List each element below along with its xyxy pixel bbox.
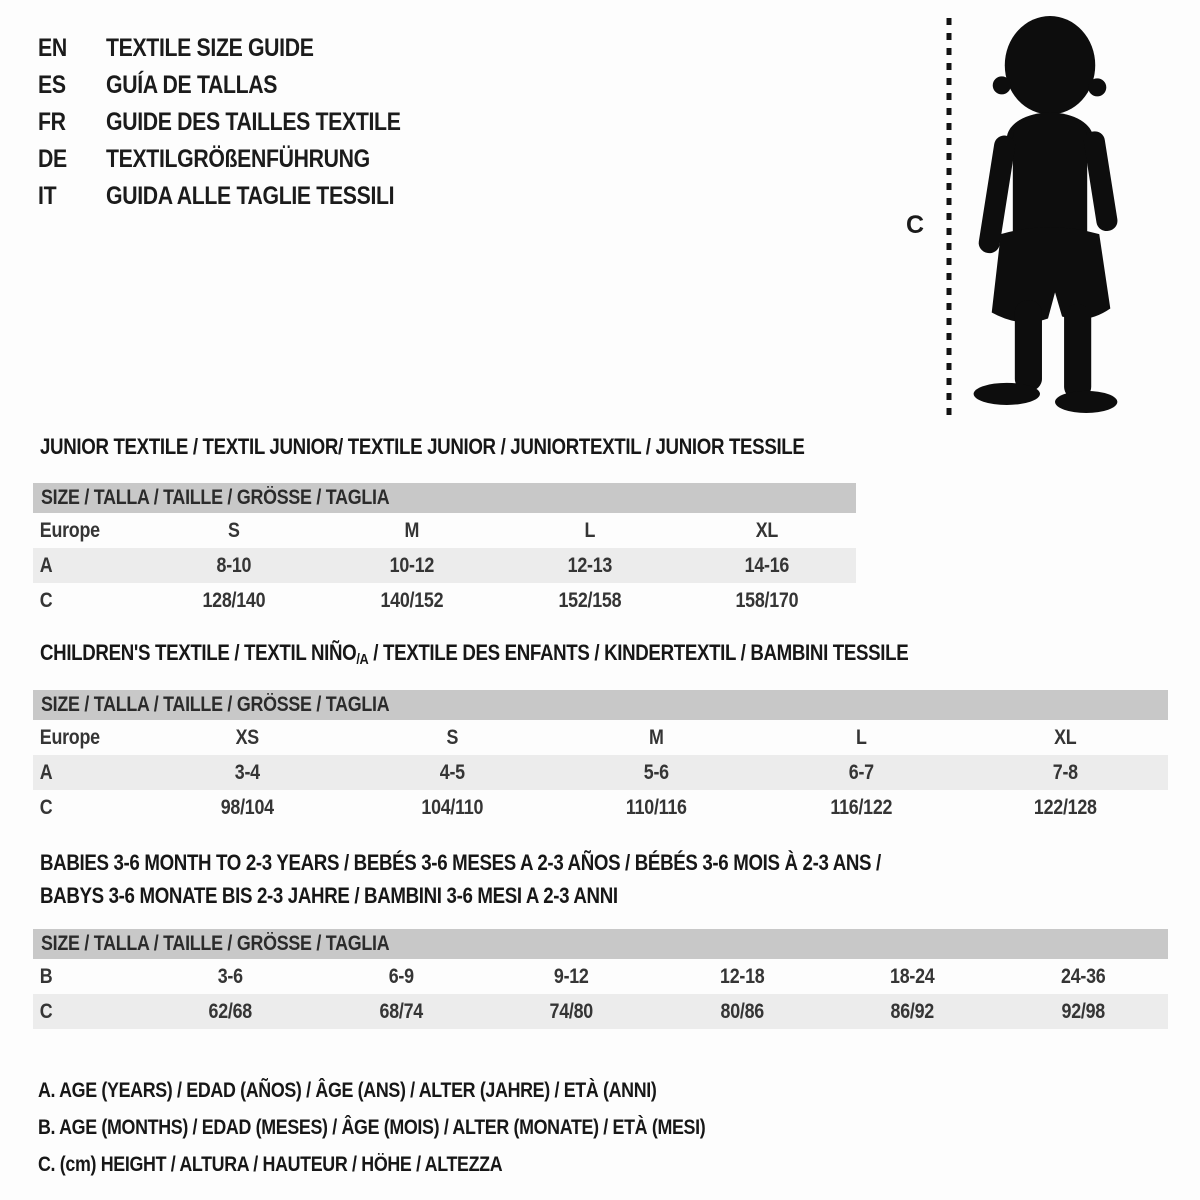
junior-section-title: JUNIOR TEXTILE / TEXTIL JUNIOR/ TEXTILE JUNIOR / JUNIORTEXTIL / JUNIOR TESSILE <box>40 434 805 459</box>
height-cell: 62/68 <box>208 999 252 1023</box>
babies-size-table <box>33 929 1168 1029</box>
height-marker-label: C <box>906 211 925 239</box>
row-label: C <box>39 588 53 612</box>
measurement-legend <box>38 1072 823 1183</box>
age-cell: 12-13 <box>567 553 612 577</box>
age-cell: 7-8 <box>1053 760 1079 784</box>
lang-code: ES <box>38 71 66 99</box>
lang-row-en <box>38 30 401 67</box>
lang-row-it <box>38 178 401 215</box>
lang-label: TEXTILGRÖßENFÜHRUNG <box>106 145 370 173</box>
height-cell: 158/170 <box>735 588 799 612</box>
height-cell: 104/110 <box>421 795 483 819</box>
lang-code: IT <box>38 182 57 210</box>
row-label: B <box>39 964 53 988</box>
age-cell: 8-10 <box>216 553 252 577</box>
size-cell: L <box>855 725 867 749</box>
age-cell: 14-16 <box>744 553 790 577</box>
table-row-height <box>33 583 856 618</box>
legend-age-years: A. AGE (YEARS) / EDAD (AÑOS) / ÂGE (ANS) / ALTER (JAHRE) / ETÀ (ANNI) <box>38 1078 657 1102</box>
toddler-silhouette-icon <box>962 13 1134 415</box>
table-row-height <box>33 790 1168 825</box>
lang-label: GUIDA ALLE TAGLIE TESSILI <box>106 182 395 210</box>
row-label: A <box>39 760 53 784</box>
age-cell: 9-12 <box>553 964 589 988</box>
size-cell: XL <box>1054 725 1077 749</box>
size-cell: XS <box>235 725 259 749</box>
height-cell: 116/122 <box>830 795 892 819</box>
table-row-age <box>33 548 856 583</box>
junior-size-table <box>33 483 856 618</box>
lang-code: EN <box>38 34 67 62</box>
legend-height-cm: C. (cm) HEIGHT / ALTURA / HAUTEUR / HÖHE / ALTEZZA <box>38 1152 503 1176</box>
row-label: C <box>39 999 53 1023</box>
table-size-header <box>33 690 1168 720</box>
age-cell: 6-9 <box>388 964 414 988</box>
table-size-header-label: SIZE / TALLA / TAILLE / GRÖSSE / TAGLIA <box>41 932 390 955</box>
height-cell: 122/128 <box>1034 795 1098 819</box>
lang-row-es <box>38 67 401 104</box>
babies-section-title <box>40 846 881 912</box>
size-cell: M <box>404 518 419 542</box>
lang-label: GUIDE DES TAILLES TEXTILE <box>106 108 401 136</box>
row-label: C <box>39 795 53 819</box>
row-label: Europe <box>39 725 100 749</box>
babies-title-line2: BABYS 3-6 MONATE BIS 2-3 JAHRE / BAMBINI 3-6 MESI A 2-3 ANNI <box>40 883 618 908</box>
size-cell: M <box>649 725 664 749</box>
age-cell: 10-12 <box>389 553 434 577</box>
height-cell: 86/92 <box>890 999 934 1023</box>
children-title-pre: CHILDREN'S TEXTILE / TEXTIL NIÑO <box>40 640 357 665</box>
table-size-header <box>33 929 1168 959</box>
lang-label: GUÍA DE TALLAS <box>106 71 278 99</box>
height-cell: 110/116 <box>626 795 687 819</box>
children-title-post: / TEXTILE DES ENFANTS / KINDERTEXTIL / BAMBINI TESSILE <box>368 640 909 665</box>
table-row-height <box>33 994 1168 1029</box>
babies-title-line1: BABIES 3-6 MONTH TO 2-3 YEARS / BEBÉS 3-6 MESES A 2-3 AÑOS / BÉBÉS 3-6 MOIS À 2-3 ANS / <box>40 850 881 875</box>
height-cell: 98/104 <box>220 795 274 819</box>
age-cell: 24-36 <box>1060 964 1105 988</box>
size-cell: L <box>584 518 595 542</box>
lang-code: DE <box>38 145 67 173</box>
table-row-age <box>33 755 1168 790</box>
height-cell: 80/86 <box>720 999 764 1023</box>
height-cell: 140/152 <box>380 588 443 612</box>
lang-code: FR <box>38 108 66 136</box>
age-cell: 12-18 <box>719 964 764 988</box>
children-section-title <box>40 640 908 668</box>
age-cell: 5-6 <box>643 760 669 784</box>
table-row-europe <box>33 513 856 548</box>
language-title-list <box>38 30 465 215</box>
lang-row-fr <box>38 104 401 141</box>
height-cell: 68/74 <box>379 999 423 1023</box>
table-row-age-months <box>33 959 1168 994</box>
height-cell: 74/80 <box>549 999 593 1023</box>
children-title-sub: /A <box>356 651 369 668</box>
height-cell: 152/158 <box>558 588 621 612</box>
table-row-europe <box>33 720 1168 755</box>
age-cell: 4-5 <box>439 760 465 784</box>
size-cell: S <box>446 725 458 749</box>
table-size-header-label: SIZE / TALLA / TAILLE / GRÖSSE / TAGLIA <box>41 486 390 509</box>
children-size-table <box>33 690 1168 825</box>
row-label: Europe <box>39 518 100 542</box>
row-label: A <box>39 553 53 577</box>
table-size-header-label: SIZE / TALLA / TAILLE / GRÖSSE / TAGLIA <box>41 693 390 716</box>
height-cell: 92/98 <box>1061 999 1105 1023</box>
age-cell: 3-4 <box>234 760 260 784</box>
age-cell: 6-7 <box>848 760 874 784</box>
size-cell: XL <box>755 518 779 542</box>
height-dashed-line <box>946 16 952 418</box>
legend-age-months: B. AGE (MONTHS) / EDAD (MESES) / ÂGE (MOIS) / ALTER (MONATE) / ETÀ (MESI) <box>38 1115 706 1139</box>
age-cell: 18-24 <box>890 964 935 988</box>
height-cell: 128/140 <box>202 588 266 612</box>
table-size-header <box>33 483 856 513</box>
size-cell: S <box>228 518 240 542</box>
lang-row-de <box>38 141 401 178</box>
age-cell: 3-6 <box>217 964 243 988</box>
lang-label: TEXTILE SIZE GUIDE <box>106 34 314 62</box>
